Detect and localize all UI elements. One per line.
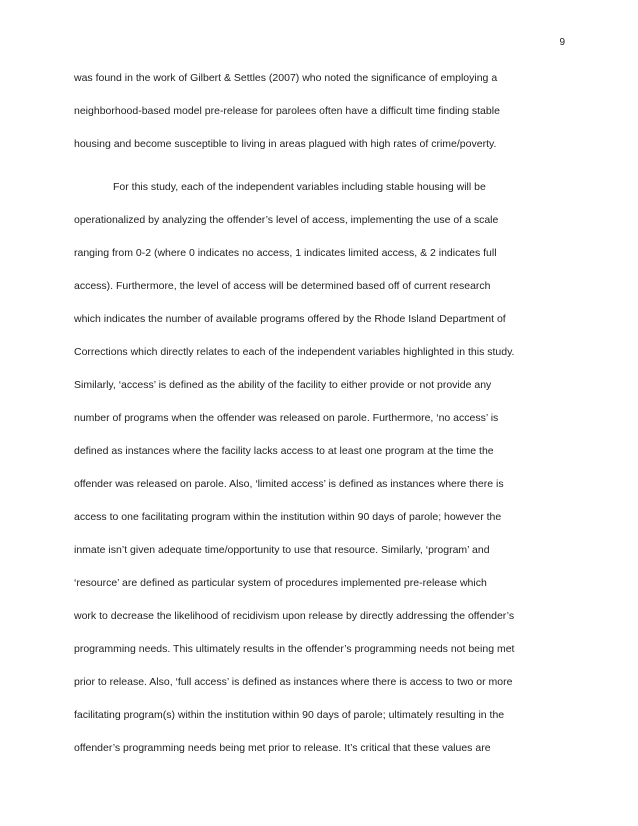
text-line: neighborhood-based model pre-release for parolees often have a difficult time finding stable xyxy=(74,105,500,117)
text-line: ranging from 0-2 (where 0 indicates no access, 1 indicates limited access, & 2 indicates full xyxy=(74,247,497,259)
text-line: which indicates the number of available programs offered by the Rhode Island Department of xyxy=(74,313,506,325)
text-line: Corrections which directly relates to each of the independent variables highlighted in this study. xyxy=(74,346,515,358)
text-line: access). Furthermore, the level of access will be determined based off of current research xyxy=(74,280,491,292)
text-line: Similarly, ‘access’ is defined as the ability of the facility to either provide or not provide any xyxy=(74,379,492,391)
text-line: offender’s programming needs being met prior to release. It’s critical that these values are xyxy=(74,742,491,754)
text-line: housing and become susceptible to living in areas plagued with high rates of crime/poverty. xyxy=(74,138,497,150)
text-line: was found in the work of Gilbert & Settles (2007) who noted the significance of employing a xyxy=(74,72,498,84)
page-number: 9 xyxy=(559,37,565,48)
text-line: defined as instances where the facility lacks access to at least one program at the time the xyxy=(74,445,494,457)
text-line: access to one facilitating program within the institution within 90 days of parole; however the xyxy=(74,511,502,523)
text-line: work to decrease the likelihood of recidivism upon release by directly addressing the offender’s xyxy=(74,610,515,622)
text-line: ‘resource’ are defined as particular system of procedures implemented pre-release which xyxy=(74,577,487,589)
text-line: programming needs. This ultimately results in the offender’s programming needs not being met xyxy=(74,643,515,655)
text-line: operationalized by analyzing the offender’s level of access, implementing the use of a scale xyxy=(74,214,499,226)
text-line: prior to release. Also, ‘full access’ is defined as instances where there is access to two or more xyxy=(74,676,513,688)
text-line: number of programs when the offender was released on parole. Furthermore, ‘no access’ is xyxy=(74,412,499,424)
text-line: facilitating program(s) within the institution within 90 days of parole; ultimately resulting in the xyxy=(74,709,505,721)
text-line: inmate isn’t given adequate time/opportunity to use that resource. Similarly, ‘program’ and xyxy=(74,544,490,556)
paragraph-first-line: For this study, each of the independent variables including stable housing will be xyxy=(113,181,486,193)
text-line: offender was released on parole. Also, ‘limited access’ is defined as instances where there is xyxy=(74,478,504,490)
